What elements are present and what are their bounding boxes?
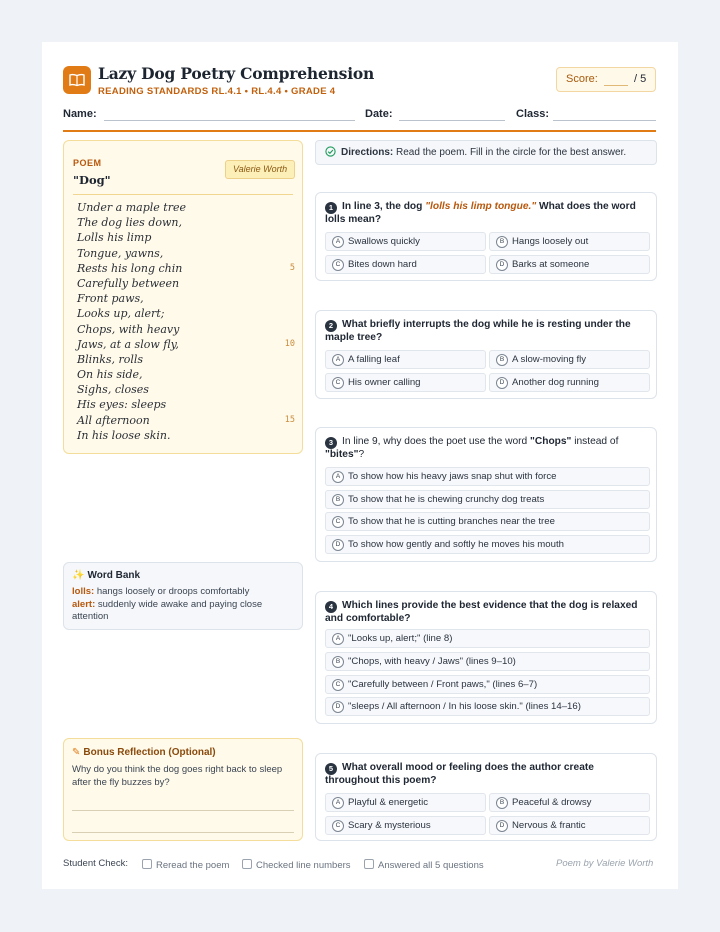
poem-credit: Poem by Valerie Worth [556, 858, 654, 869]
poem-line-text: Under a maple tree [77, 201, 186, 214]
question-number: 4 [325, 601, 337, 613]
answer-bubble[interactable]: A [332, 633, 344, 645]
poem-line-text: His eyes: sleeps [77, 398, 167, 412]
poem-line-text: Chops, with heavy [77, 322, 180, 336]
question-number: 5 [325, 763, 337, 775]
q-part: In line 3, the dog [342, 201, 426, 212]
option-text: Scary & mysterious [348, 820, 431, 831]
answer-bubble[interactable]: D [496, 820, 508, 832]
option-d[interactable] [489, 255, 650, 274]
option-text: To show that he is chewing crunchy dog treats [348, 494, 545, 505]
checklist-item[interactable] [242, 859, 351, 871]
score-total: / 5 [634, 73, 647, 85]
option-d[interactable] [489, 816, 650, 835]
poem-line [77, 367, 295, 382]
option-b[interactable] [325, 652, 650, 671]
question-card-4 [315, 591, 657, 724]
directions-box [315, 140, 657, 165]
directions-label: Directions: [341, 147, 394, 158]
poem-line-text: Sighs, closes [77, 383, 149, 397]
option-b[interactable] [489, 793, 650, 812]
poem-line [77, 382, 295, 397]
bonus-heading [72, 747, 216, 758]
checkbox[interactable] [142, 859, 152, 869]
poem-line [77, 428, 295, 443]
feather-icon: ✎ [72, 747, 81, 758]
poem-line-text: Tongue, yawns, [77, 246, 164, 260]
definition: hangs loosely or droops comfortably [96, 586, 250, 597]
poem-lines [77, 200, 295, 443]
option-c[interactable] [325, 373, 486, 392]
q-part: ? [358, 449, 365, 460]
student-check-label: Student Check: [63, 858, 128, 869]
option-c[interactable] [325, 675, 650, 694]
word-bank-entries [72, 586, 297, 624]
q-part: or feeling does the author create throughout this poem? [325, 762, 594, 786]
poem-divider [73, 194, 293, 195]
date-label: Date: [365, 108, 393, 120]
poem-line-text: On his side, [77, 368, 143, 382]
poem-line-text: Jaws, at a slow fly, [77, 337, 179, 351]
word-bank-entry [72, 599, 297, 624]
option-text: "sleeps / All afternoon / In his loose skin." (lines 14–16) [348, 701, 581, 712]
line-number: 5 [289, 262, 295, 273]
directions-body: Read the poem. Fill in the circle for the best answer. [396, 147, 627, 158]
answer-bubble[interactable]: D [496, 259, 508, 271]
answer-bubble[interactable]: B [496, 236, 508, 248]
bonus-title: Bonus Reflection (Optional) [83, 747, 216, 758]
option-d[interactable] [325, 697, 650, 716]
poem-title: "Dog" [73, 173, 111, 187]
header-divider [63, 130, 656, 132]
option-text: Another dog running [512, 377, 599, 388]
check-circle-icon [325, 146, 336, 160]
poem-line [77, 291, 295, 306]
option-text: Swallows quickly [348, 236, 420, 247]
answer-line[interactable] [72, 832, 294, 833]
checkbox[interactable] [364, 859, 374, 869]
poem-line [77, 352, 295, 367]
q-part: What does the word [536, 201, 636, 212]
poem-line [77, 306, 295, 321]
sparkle-icon: ✨ [72, 570, 85, 581]
option-a[interactable] [325, 467, 650, 486]
answer-bubble[interactable]: A [332, 797, 344, 809]
q-keyword: "Chops" [530, 436, 572, 447]
answer-bubble[interactable]: C [332, 679, 344, 691]
q-part: In line 9, why does the poet use the word [342, 436, 531, 447]
poem-line [77, 246, 295, 261]
poem-line-text: Blinks, rolls [77, 352, 144, 366]
bonus-reflection [63, 738, 303, 841]
option-text: To show that he is cutting branches near the tree [348, 516, 555, 527]
question-number: 1 [325, 202, 337, 214]
option-b[interactable] [489, 232, 650, 251]
option-a[interactable] [325, 793, 486, 812]
q-part: that the dog is relaxed and comfortable? [325, 600, 638, 624]
poem-line [77, 230, 295, 245]
poem-card [63, 140, 303, 454]
q-keyword: mood [405, 762, 434, 773]
option-text: To show how his heavy jaws snap shut with force [348, 471, 557, 482]
q-part: mean? [345, 214, 382, 225]
answer-bubble[interactable]: B [496, 354, 508, 366]
bonus-question: Why do you think the dog goes right back to sleep after the fly buzzes by? [72, 764, 283, 788]
option-text: Peaceful & drowsy [512, 797, 592, 808]
poem-line [77, 215, 295, 230]
option-text: Playful & energetic [348, 797, 428, 808]
option-a[interactable] [325, 350, 486, 369]
question-card-3 [315, 427, 657, 562]
word-bank-entry [72, 586, 297, 599]
question-card-1 [315, 192, 657, 281]
answer-bubble[interactable]: B [332, 656, 344, 668]
q-keyword: best evidence [459, 600, 527, 611]
option-a[interactable] [325, 232, 486, 251]
option-text: His owner calling [348, 377, 421, 388]
poem-line-text: Carefully between [77, 276, 180, 290]
poem-line-text: Lolls his limp [77, 231, 152, 245]
option-d[interactable] [325, 535, 650, 554]
question-text [325, 599, 643, 625]
score-box [556, 67, 656, 92]
q-part: instead of [571, 436, 619, 447]
option-text: Nervous & frantic [512, 820, 586, 831]
option-text: A falling leaf [348, 354, 400, 365]
option-c[interactable] [325, 255, 486, 274]
poem-line [77, 322, 295, 337]
answer-line[interactable] [72, 810, 294, 811]
poem-line [77, 397, 295, 412]
checklist-text: Reread the poem [156, 860, 230, 871]
question-number: 3 [325, 437, 337, 449]
option-text: Barks at someone [512, 259, 590, 270]
poem-kicker: POEM [73, 158, 102, 168]
line-number: 15 [284, 414, 295, 425]
answer-bubble[interactable]: A [332, 354, 344, 366]
q-part: What overall [342, 762, 406, 773]
date-field[interactable] [399, 120, 505, 121]
answer-bubble[interactable]: C [332, 259, 344, 271]
q-keyword: "bites" [325, 449, 359, 460]
checklist-item[interactable] [364, 859, 484, 871]
poem-line [77, 337, 295, 352]
question-number: 2 [325, 320, 337, 332]
option-a[interactable] [325, 629, 650, 648]
word-bank-heading [72, 570, 140, 581]
name-field[interactable] [104, 120, 355, 121]
question-text [325, 435, 643, 461]
answer-bubble[interactable]: D [332, 701, 344, 713]
poem-line-text: The dog lies down, [77, 216, 182, 230]
answer-bubble[interactable]: C [332, 820, 344, 832]
question-card-2 [315, 310, 657, 399]
class-field[interactable] [553, 120, 656, 121]
option-text: "Looks up, alert;" (line 8) [348, 633, 453, 644]
score-label: Score: [566, 73, 598, 85]
checklist-item[interactable] [142, 859, 229, 871]
option-b[interactable] [325, 490, 650, 509]
poem-line [77, 261, 295, 276]
worksheet-page [42, 42, 678, 889]
question-text [325, 761, 643, 787]
page-title: Lazy Dog Poetry Comprehension [98, 64, 375, 83]
score-blank[interactable] [604, 85, 628, 86]
book-icon [63, 66, 91, 94]
q-quote: "lolls his limp tongue." [425, 201, 537, 212]
q-keyword: lolls [325, 214, 346, 225]
poem-line-text: All afternoon [77, 413, 150, 427]
answer-bubble[interactable]: A [332, 236, 344, 248]
option-text: Hangs loosely out [512, 236, 589, 247]
option-d[interactable] [489, 373, 650, 392]
option-text: A slow-moving fly [512, 354, 587, 365]
poem-line-text: Front paws, [77, 292, 144, 306]
answer-bubble[interactable]: B [332, 494, 344, 506]
checklist-text: Checked line numbers [256, 860, 351, 871]
author-tag: Valerie Worth [225, 160, 295, 179]
term: alert: [72, 598, 96, 610]
question-card-5 [315, 753, 657, 841]
poem-line [77, 200, 295, 215]
definition: suddenly wide awake and paying close attention [72, 598, 263, 622]
option-text: "Chops, with heavy / Jaws" (lines 9–10) [348, 656, 516, 667]
question-text: What briefly interrupts the dog while he is resting under the maple tree? [325, 319, 631, 343]
option-c[interactable] [325, 512, 650, 531]
option-text: "Carefully between / Front paws," (lines 6–7) [348, 679, 538, 690]
term: lolls: [72, 586, 95, 597]
option-b[interactable] [489, 350, 650, 369]
q-part: Which lines provide the [342, 600, 460, 611]
word-bank [63, 562, 303, 630]
answer-bubble[interactable]: C [332, 377, 344, 389]
directions-text [341, 147, 626, 158]
answer-bubble[interactable]: B [496, 797, 508, 809]
checkbox[interactable] [242, 859, 252, 869]
option-text: Bites down hard [348, 259, 417, 270]
poem-line-text: In his loose skin. [77, 428, 171, 442]
poem-line [77, 413, 295, 428]
word-bank-title: Word Bank [87, 570, 141, 581]
question-text [325, 200, 650, 226]
checklist-text: Answered all 5 questions [378, 860, 484, 871]
poem-line-text: Looks up, alert; [77, 307, 165, 321]
answer-bubble[interactable]: D [496, 377, 508, 389]
name-label: Name: [63, 108, 97, 120]
page-subtitle: READING STANDARDS RL.4.1 • RL.4.4 • GRADE 4 [98, 86, 336, 97]
answer-bubble[interactable]: A [332, 471, 344, 483]
option-c[interactable] [325, 816, 486, 835]
poem-line-text: Rests his long chin [77, 261, 183, 275]
answer-bubble[interactable]: D [332, 539, 344, 551]
option-text: To show how gently and softly he moves his mouth [348, 539, 564, 550]
poem-line [77, 276, 295, 291]
line-number: 10 [284, 338, 295, 349]
answer-bubble[interactable]: C [332, 516, 344, 528]
class-label: Class: [516, 108, 550, 120]
